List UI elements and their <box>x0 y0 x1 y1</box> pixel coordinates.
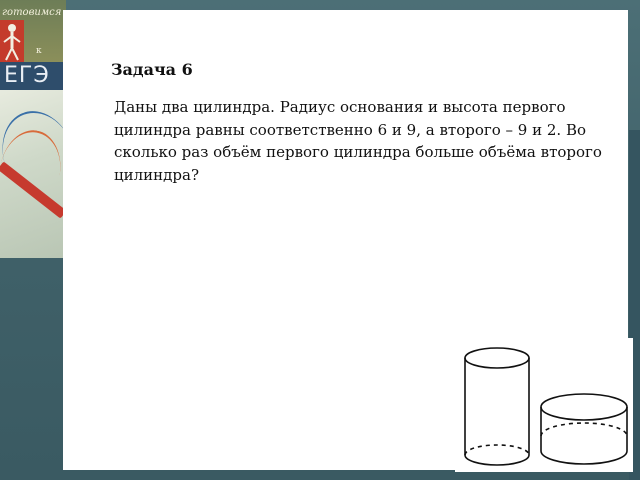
cover-brand-text: готовимся <box>2 7 62 18</box>
cylinders-figure <box>455 338 633 472</box>
task-title: Задача 6 <box>111 60 193 79</box>
short-cylinder <box>541 394 627 464</box>
task-text: Даны два цилиндра. Радиус основания и высота первого цилиндра равны соответственно 6 и 9, а второго – 9 и 2. Во сколько раз объём первого цилиндра больше объёма второго цилиндра? <box>114 98 602 184</box>
cover-figure-icon <box>0 20 24 62</box>
tall-cylinder <box>465 348 529 465</box>
textbook-cover-image <box>0 0 66 258</box>
cover-ege-label: ЕГЭ <box>0 62 66 90</box>
cover-letter-text: к <box>36 46 42 56</box>
